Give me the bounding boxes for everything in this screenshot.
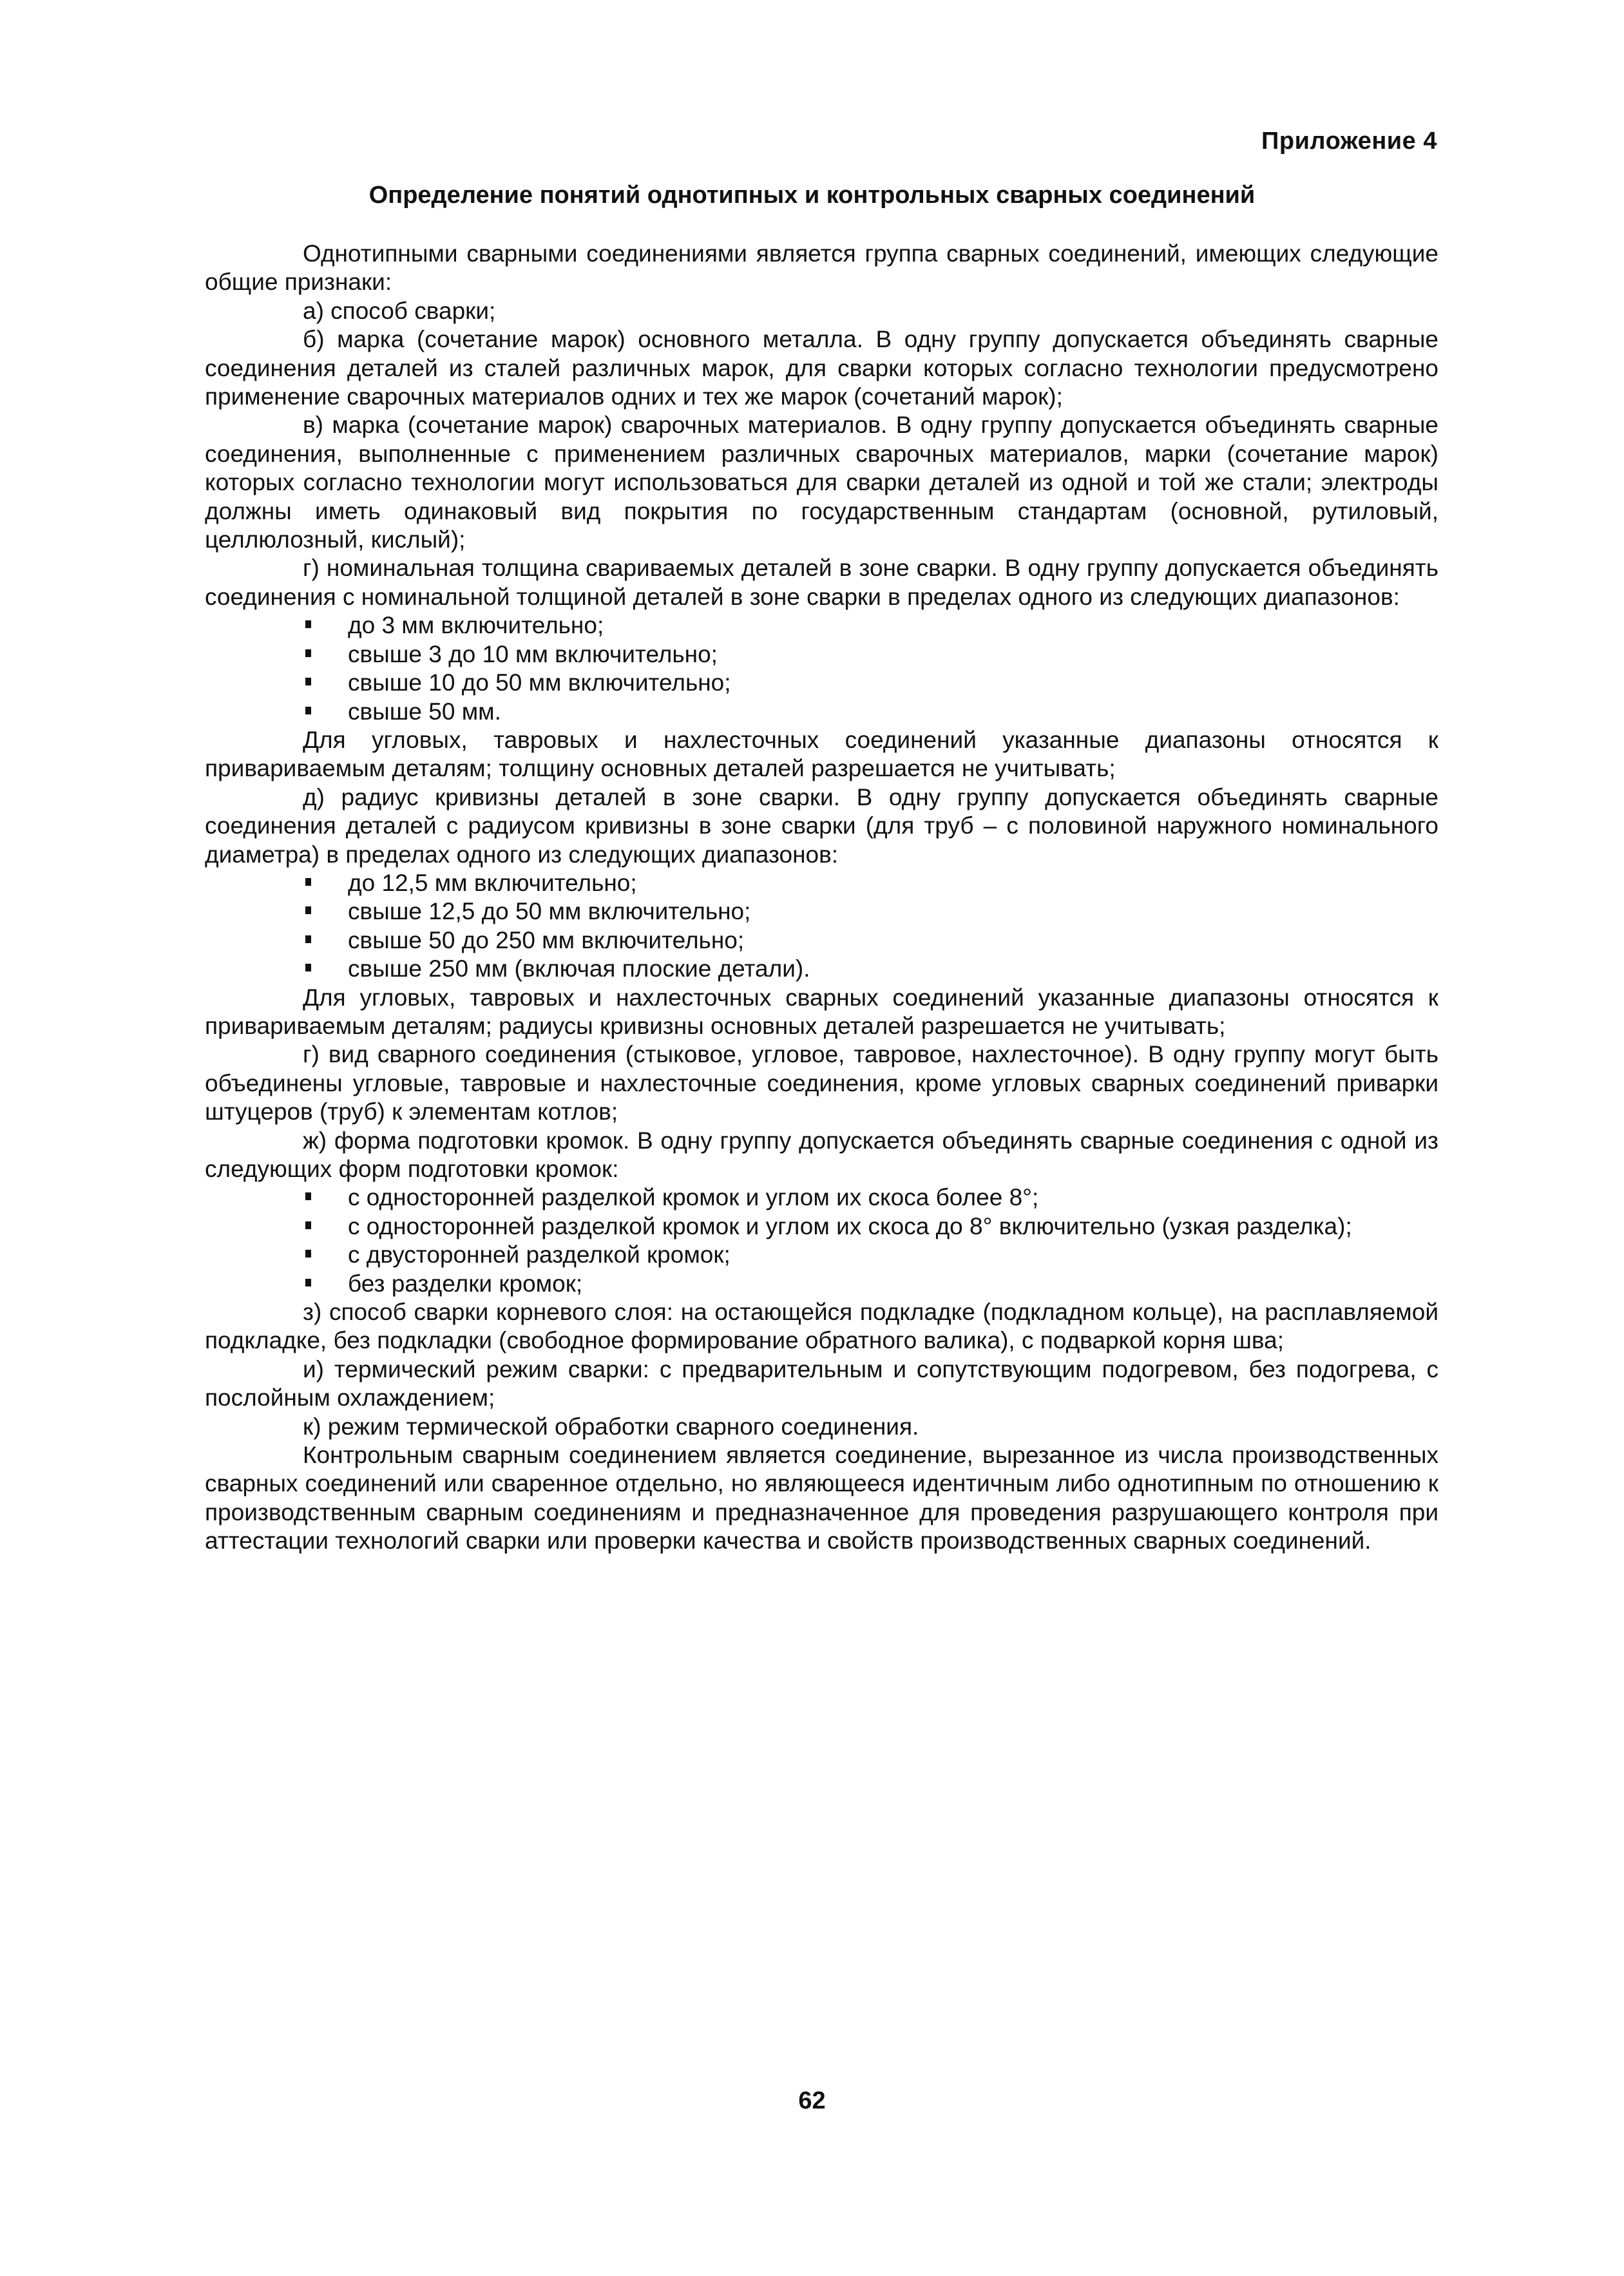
edge-preparation-list (205, 1183, 1438, 1298)
paragraph-intro: Однотипными сварными соединениями является группа сварных соединений, имеющих следующие общие признаки: (205, 240, 1438, 296)
list-item: с односторонней разделкой кромок и углом их скоса более 8°; (205, 1183, 1438, 1212)
paragraph-item-zh: ж) форма подготовки кромок. В одну группу допускается объединять сварные соединения с одной из следующих форм подготовки кромок: (205, 1127, 1438, 1182)
radius-range-list (205, 869, 1438, 984)
list-item: без разделки кромок; (205, 1270, 1438, 1298)
list-item: до 3 мм включительно; (205, 611, 1438, 640)
list-item: до 12,5 мм включительно; (205, 869, 1438, 897)
paragraph-control-joint: Контрольным сварным соединением является соединение, вырезанное из числа производственных сварных соединений или сваренное отдельно, но являющееся идентичным либо однотипным по отношению к производственным сварным соединениям и предназначенное для проведения разрушающего контроля при аттестации технологий сварки или проверки качества и свойств производственных сварных соединений. (205, 1442, 1438, 1554)
list-item: свыше 50 до 250 мм включительно; (205, 926, 1438, 955)
paragraph-item-i: и) термический режим сварки: с предварительным и сопутствующим подогревом, без подогрева, с послойным охлаждением; (205, 1355, 1438, 1411)
page-title: Определение понятий однотипных и контрольных сварных соединений (368, 182, 1256, 209)
list-item: свыше 50 мм. (205, 698, 1438, 726)
list-item: с двусторонней разделкой кромок; (205, 1241, 1438, 1269)
thickness-range-list (205, 611, 1438, 726)
paragraph-radius-note: Для угловых, тавровых и нахлесточных сварных соединений указанные диапазоны относятся к привариваемым деталям; радиусы кривизны основных деталей разрешается не учитывать; (205, 984, 1438, 1039)
page-number: 62 (798, 2087, 826, 2114)
appendix-label: Приложение 4 (1261, 128, 1437, 155)
list-item: свыше 250 мм (включая плоские детали). (205, 955, 1438, 983)
paragraph-item-d: д) радиус кривизны деталей в зоне сварки. В одну группу допускается объединять сварные соединения деталей с радиусом кривизны в зоне сварки (для труб – с половиной наружного номинального диаметра) в пределах одного из следующих диапазонов: (205, 783, 1438, 868)
paragraph-item-k: к) режим термической обработки сварного соединения. (303, 1413, 919, 1440)
paragraph-item-g-joint-type: г) вид сварного соединения (стыковое, угловое, тавровое, нахлесточное). В одну группу могут быть объединены угловые, тавровые и нахлесточные соединения, кроме угловых сварных соединений приварки штуцеров (труб) к элементам котлов; (205, 1041, 1438, 1125)
list-item: с односторонней разделкой кромок и углом их скоса до 8° включительно (узкая разделка); (205, 1212, 1438, 1241)
paragraph-item-b: б) марка (сочетание марок) основного металла. В одну группу допускается объединять сварные соединения деталей из сталей различных марок, для сварки которых согласно технологии предусмотрено применение сварочных материалов одних и тех же марок (сочетаний марок); (205, 326, 1438, 410)
paragraph-item-a: а) способ сварки; (303, 297, 496, 324)
paragraph-item-v: в) марка (сочетание марок) сварочных материалов. В одну группу допускается объединять сварные соединения, выполненные с применением различных сварочных материалов, марки (сочетание марок) которых согласно технологии могут использоваться для сварки деталей из одной и той же стали; электроды должны иметь одинаковый вид покрытия по государственным стандартам (основной, рутиловый, целлюлозный, кислый); (205, 412, 1438, 553)
list-item: свыше 3 до 10 мм включительно; (205, 640, 1438, 669)
list-item: свыше 10 до 50 мм включительно; (205, 669, 1438, 697)
paragraph-item-z: з) способ сварки корневого слоя: на остающейся подкладке (подкладном кольце), на расплавляемой подкладке, без подкладки (свободное формирование обратного валика), с подваркой корня шва; (205, 1299, 1438, 1354)
paragraph-thickness-note: Для угловых, тавровых и нахлесточных соединений указанные диапазоны относятся к привариваемым деталям; толщину основных деталей разрешается не учитывать; (205, 726, 1438, 782)
paragraph-item-g-thickness: г) номинальная толщина свариваемых деталей в зоне сварки. В одну группу допускается объединять соединения с номинальной толщиной деталей в зоне сварки в пределах одного из следующих диапазонов: (205, 555, 1438, 610)
list-item: свыше 12,5 до 50 мм включительно; (205, 897, 1438, 926)
document-body (205, 240, 1438, 1556)
